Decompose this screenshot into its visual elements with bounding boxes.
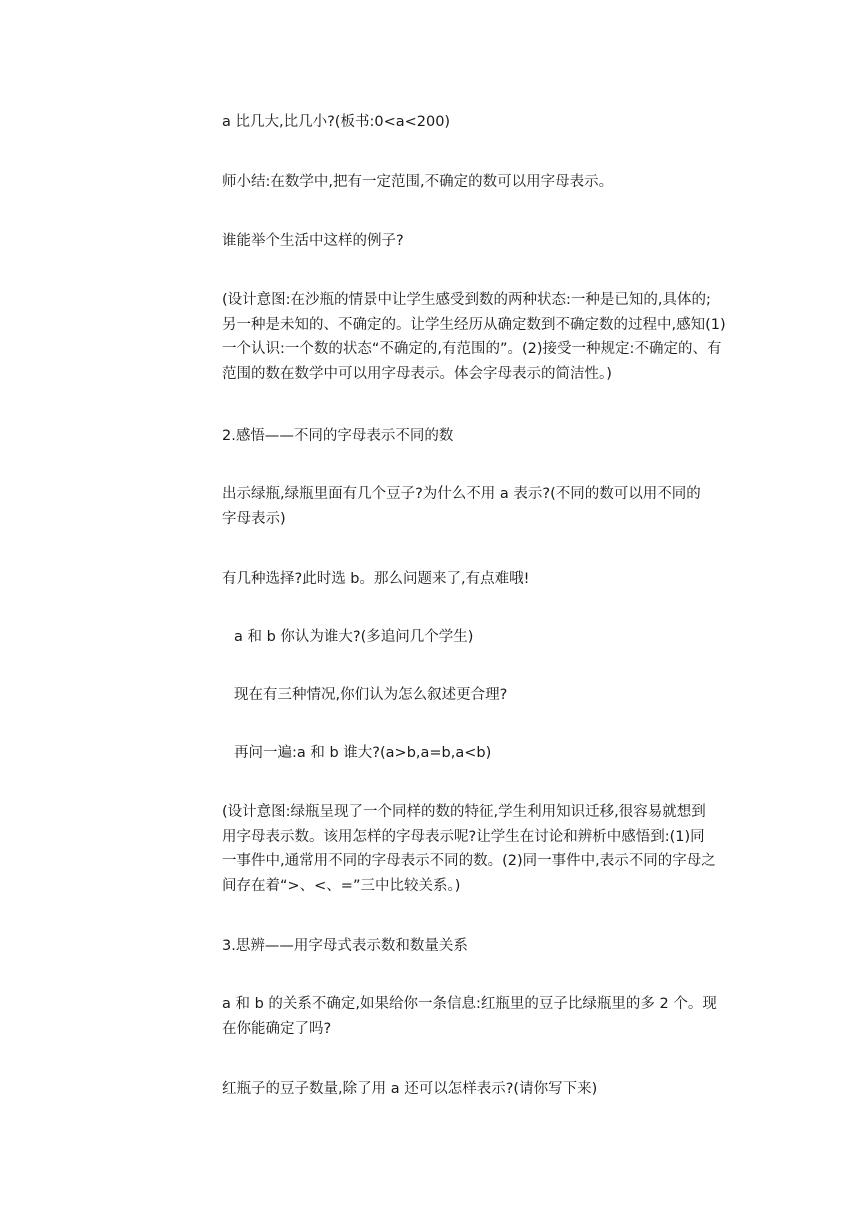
paragraph-example-question: 谁能举个生活中这样的例子? — [222, 233, 404, 249]
section-heading-3: 3.思辨——用字母式表示数和数量关系 — [222, 938, 468, 954]
text-line: 一个认识:一个数的状态“不确定的,有范围的”。(2)接受一种规定:不确定的、有 — [222, 341, 722, 357]
paragraph-three-cases: 现在有三种情况,你们认为怎么叙述更合理? — [234, 687, 508, 703]
text-line: a 和 b 的关系不确定,如果给你一条信息:红瓶里的豆子比绿瓶里的多 2 个。现 — [222, 996, 717, 1012]
paragraph-teacher-summary: 师小结:在数学中,把有一定范围,不确定的数可以用字母表示。 — [222, 174, 614, 190]
paragraph-green-bottle — [222, 482, 742, 531]
text-line: 另一种是未知的、不确定的。让学生经历从确定数到不确定数的过程中,感知(1) — [222, 316, 726, 333]
text-line: 在你能确定了吗? — [222, 1020, 332, 1037]
paragraph-range-question: a 比几大,比几小?(板书:0<a<200) — [222, 114, 451, 130]
text-line: 出示绿瓶,绿瓶里面有几个豆子?为什么不用 a 表示?(不同的数可以用不同的 — [222, 486, 701, 502]
text-line: 用字母表示数。该用怎样的字母表示呢?让学生在讨论和辨析中感悟到:(1)同 — [222, 828, 705, 845]
paragraph-design-intent-1 — [222, 288, 742, 386]
paragraph-red-bottle: 红瓶子的豆子数量,除了用 a 还可以怎样表示?(请你写下来) — [222, 1081, 598, 1097]
paragraph-relation — [222, 992, 742, 1041]
text-line: 一事件中,通常用不同的字母表示不同的数。(2)同一事件中,表示不同的字母之 — [222, 853, 716, 869]
paragraph-choice: 有几种选择?此时选 b。那么问题来了,有点难哦! — [222, 571, 530, 587]
text-line: 间存在着“>、<、=”三中比较关系。) — [222, 877, 461, 894]
paragraph-ask-again: 再问一遍:a 和 b 谁大?(a>b,a=b,a<b) — [234, 745, 492, 761]
text-line: (设计意图:在沙瓶的情景中让学生感受到数的两种状态:一种是已知的,具体的; — [222, 292, 711, 308]
text-line: 范围的数在数学中可以用字母表示。体会字母表示的简洁性。) — [222, 365, 612, 382]
section-heading-2: 2.感悟——不同的字母表示不同的数 — [222, 428, 454, 444]
text-line: 字母表示) — [222, 510, 286, 527]
text-line: (设计意图:绿瓶呈现了一个同样的数的特征,学生利用知识迁移,很容易就想到 — [222, 804, 706, 820]
paragraph-who-bigger: a 和 b 你认为谁大?(多追问几个学生) — [234, 629, 474, 645]
paragraph-design-intent-2 — [222, 800, 742, 898]
